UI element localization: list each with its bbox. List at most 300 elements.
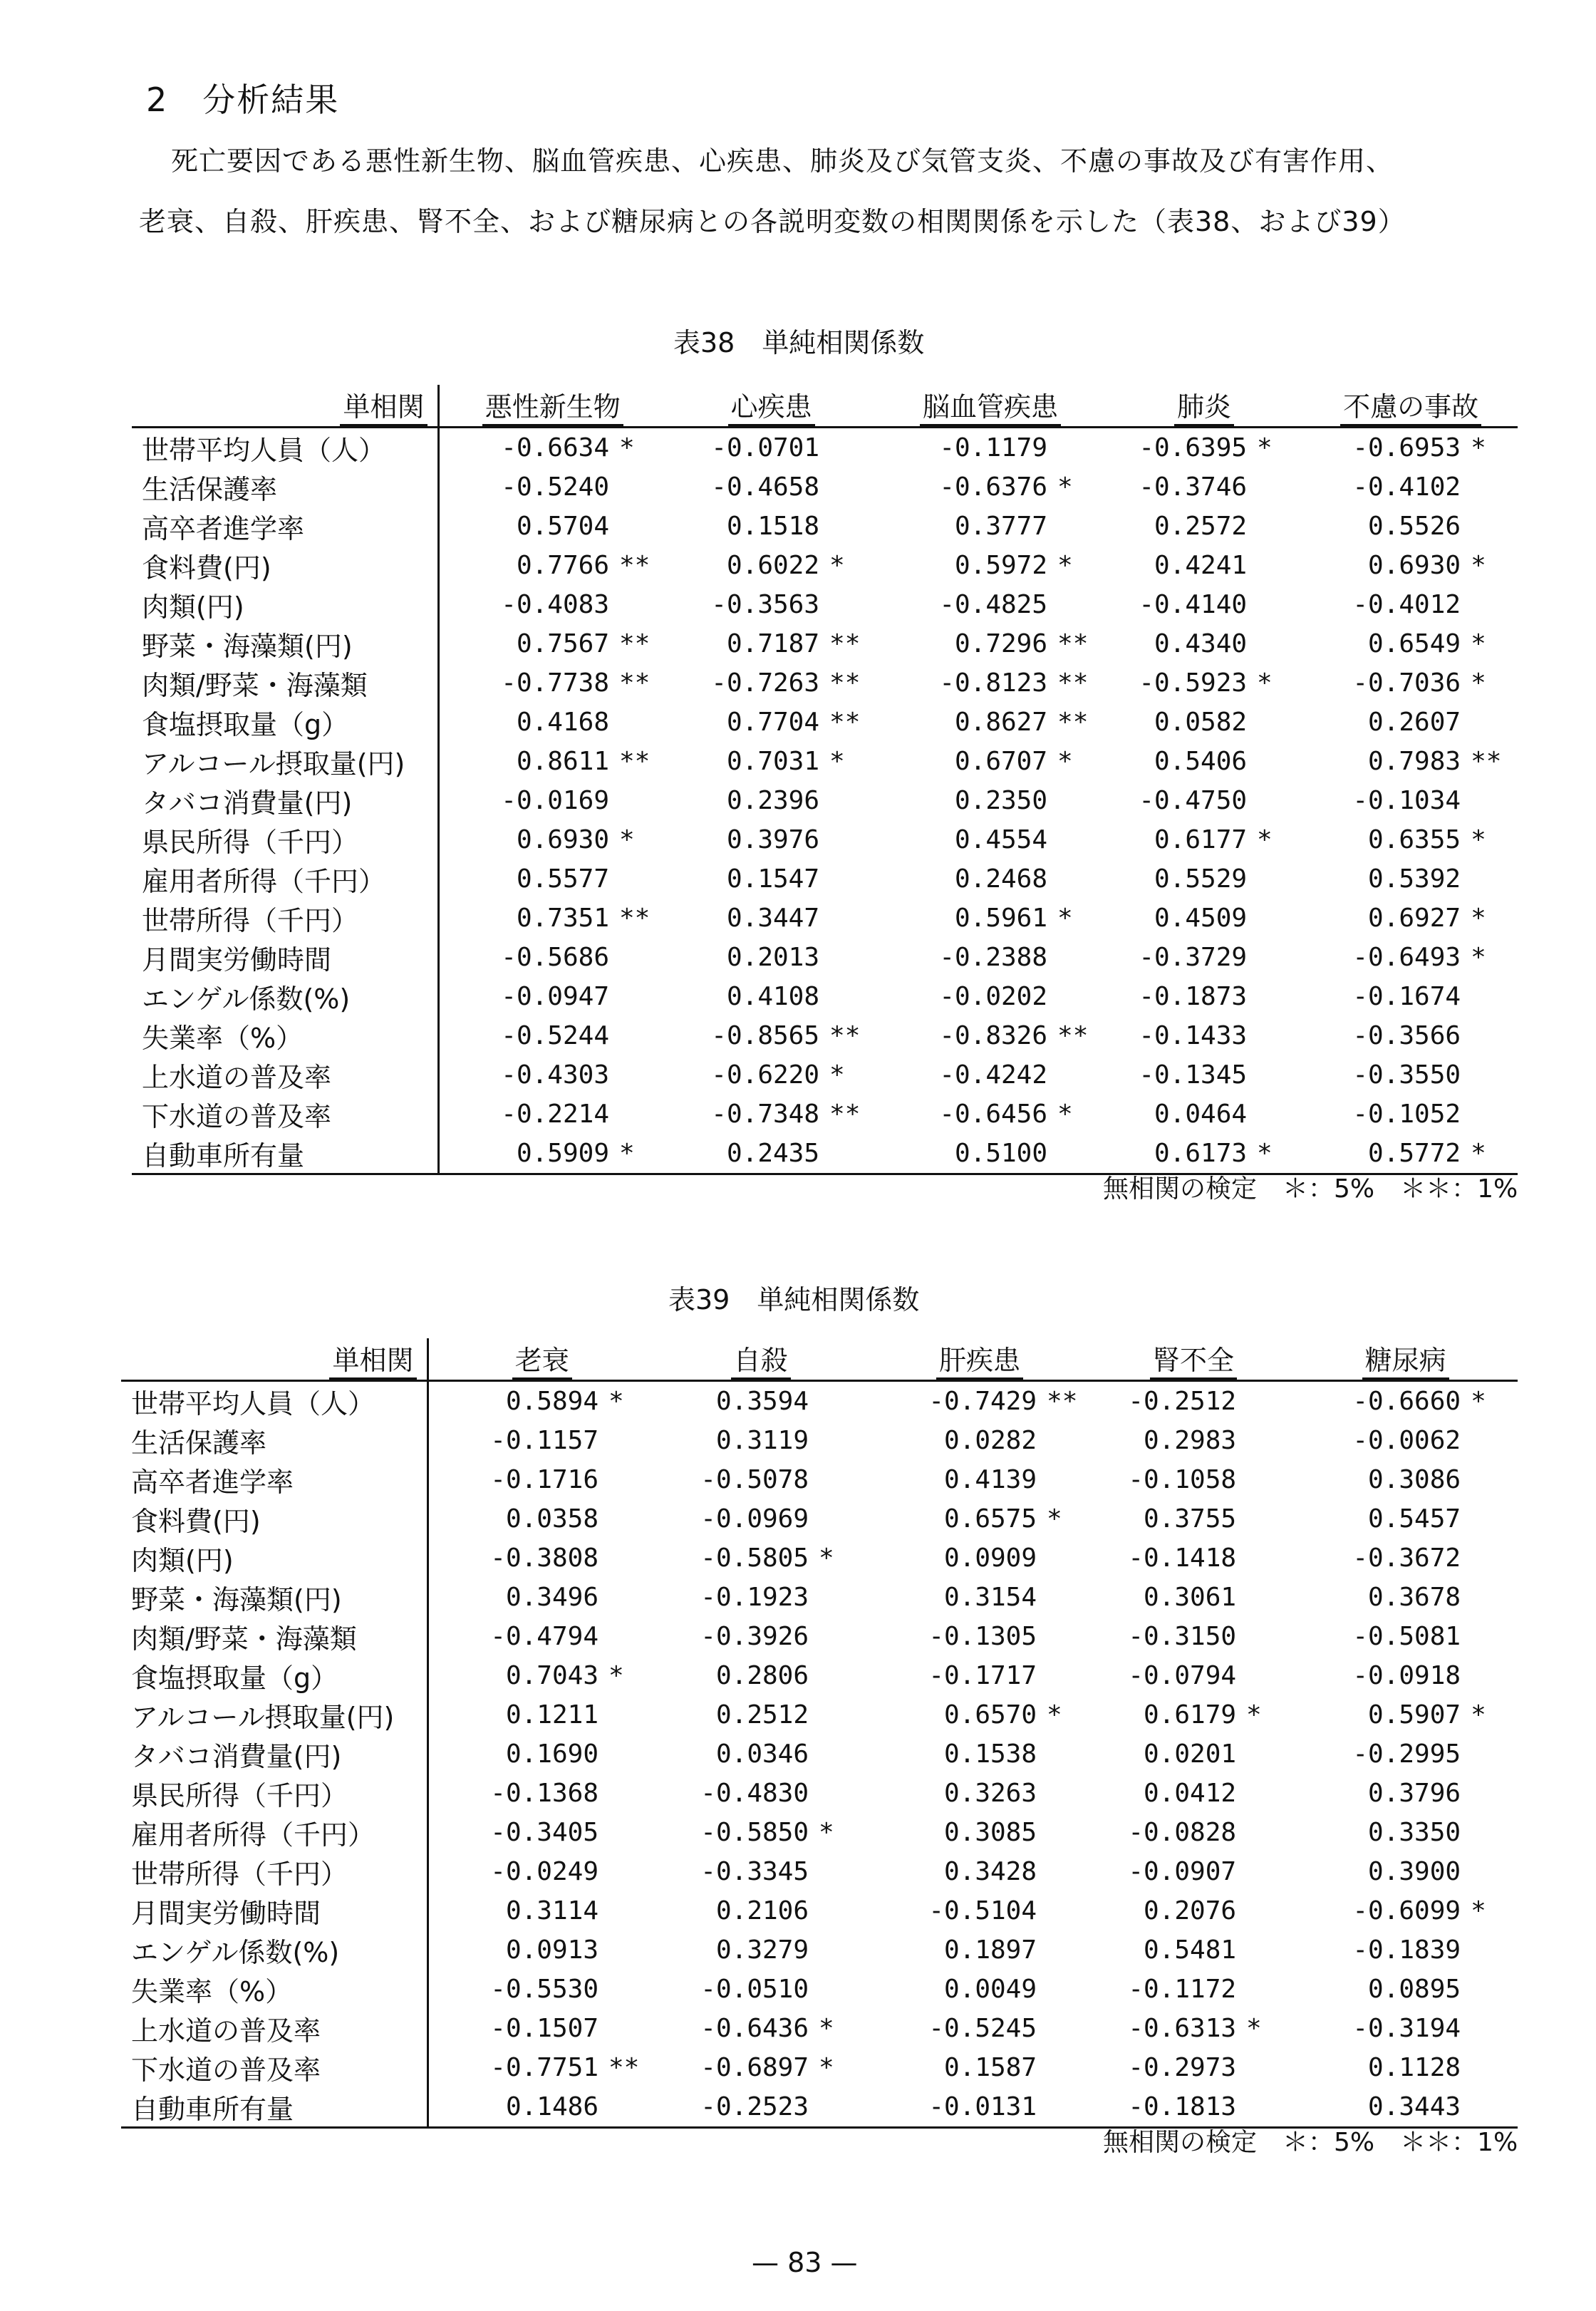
significance-mark: [809, 1930, 866, 1970]
correlation-value: 0.7187: [726, 629, 820, 658]
significance-mark: *: [1057, 904, 1073, 933]
significance-mark: [1461, 859, 1518, 899]
correlation-value: -0.4830: [700, 1779, 809, 1808]
correlation-value: 0.0282: [943, 1426, 1037, 1455]
correlation-value: -0.7263: [711, 668, 820, 698]
significance-mark: **: [1057, 1021, 1089, 1050]
significance-mark: **: [1047, 1387, 1078, 1416]
correlation-value: 0.5907: [1368, 1700, 1461, 1730]
significance-mark: [1247, 977, 1304, 1016]
row-label: 下水道の普及率: [132, 1095, 438, 1134]
correlation-value: 0.4108: [726, 982, 820, 1011]
significance-mark: [1461, 703, 1518, 742]
table-row: [132, 742, 1518, 781]
significance-mark: [1037, 2087, 1094, 2128]
significance-mark: [1236, 1656, 1293, 1695]
significance-mark: *: [1471, 551, 1486, 580]
significance-mark: [819, 507, 876, 546]
row-label: 高卒者進学率: [132, 507, 438, 546]
correlation-value: -0.3746: [1139, 472, 1248, 502]
significance-mark: [1247, 1095, 1304, 1134]
row-label: 生活保護率: [121, 1421, 428, 1460]
significance-mark: [598, 1970, 656, 2009]
correlation-value: 0.5406: [1154, 747, 1248, 776]
significance-mark: *: [819, 1818, 834, 1847]
correlation-value: -0.4825: [939, 590, 1048, 619]
significance-mark: [1037, 1813, 1094, 1852]
significance-mark: [819, 467, 876, 507]
correlation-value: -0.0828: [1128, 1818, 1237, 1847]
correlation-value: 0.1690: [505, 1739, 598, 1769]
significance-mark: *: [1471, 1700, 1486, 1730]
correlation-value: 0.3279: [715, 1935, 809, 1965]
row-label: 県民所得（千円）: [132, 820, 438, 859]
significance-mark: *: [1471, 825, 1486, 854]
significance-mark: [1461, 2009, 1518, 2048]
correlation-value: 0.3114: [505, 1896, 598, 1925]
significance-mark: [1247, 859, 1304, 899]
correlation-value: 0.3263: [943, 1779, 1037, 1808]
significance-mark: [1047, 1055, 1104, 1095]
significance-mark: [809, 1695, 866, 1734]
row-label: 食塩摂取量（g）: [121, 1656, 428, 1695]
row-label: 野菜・海藻類(円): [121, 1578, 428, 1617]
significance-mark: *: [1471, 1387, 1486, 1416]
significance-mark: [1236, 1891, 1293, 1930]
table-row: [132, 820, 1518, 859]
row-label: 月間実労働時間: [132, 938, 438, 977]
significance-mark: [819, 1134, 876, 1174]
significance-mark: **: [829, 708, 861, 737]
significance-mark: [1461, 1578, 1518, 1617]
significance-mark: **: [829, 1100, 861, 1129]
correlation-value: 0.5577: [516, 864, 609, 894]
correlation-value: 0.3154: [943, 1583, 1037, 1612]
row-label: 世帯平均人員（人）: [132, 428, 438, 468]
significance-mark: [609, 585, 666, 624]
significance-mark: *: [1246, 2014, 1262, 2043]
correlation-value: -0.2512: [1128, 1387, 1237, 1416]
table-row: [132, 703, 1518, 742]
significance-mark: [1236, 1930, 1293, 1970]
correlation-value: 0.3755: [1144, 1504, 1237, 1534]
row-label: 世帯平均人員（人）: [121, 1381, 428, 1422]
row-label: 野菜・海藻類(円): [132, 624, 438, 663]
correlation-value: 0.3594: [715, 1387, 809, 1416]
significance-mark: [1037, 1970, 1094, 2009]
table-row: [132, 899, 1518, 938]
correlation-value: 0.6707: [954, 747, 1048, 776]
correlation-value: -0.3405: [490, 1818, 598, 1847]
correlation-value: -0.4242: [939, 1060, 1048, 1090]
table38-header-col-4: 肺炎: [1104, 385, 1304, 428]
significance-mark: [598, 1852, 656, 1891]
significance-mark: [609, 703, 666, 742]
table-row: [132, 428, 1518, 468]
table-row: [121, 1578, 1518, 1617]
significance-mark: [1236, 1774, 1293, 1813]
correlation-value: -0.0918: [1352, 1661, 1461, 1690]
significance-mark: [598, 1421, 656, 1460]
significance-mark: **: [619, 668, 651, 698]
correlation-value: -0.3550: [1352, 1060, 1461, 1090]
table-row: [121, 1852, 1518, 1891]
row-label: 上水道の普及率: [132, 1055, 438, 1095]
significance-mark: [598, 1460, 656, 1499]
significance-mark: *: [1461, 1134, 1518, 1174]
significance-mark: *: [1257, 433, 1273, 462]
significance-mark: *: [1047, 1700, 1062, 1730]
significance-mark: [1247, 467, 1304, 507]
significance-mark: [819, 781, 876, 820]
significance-mark: *: [1471, 433, 1486, 462]
correlation-value: 0.1518: [726, 512, 820, 541]
correlation-table-38: [132, 385, 1518, 1175]
significance-mark: [1461, 1970, 1518, 2009]
significance-mark: [1461, 1016, 1518, 1055]
correlation-value: 0.2607: [1368, 708, 1461, 737]
table38-header-col-1: 悪性新生物: [438, 385, 666, 428]
table39-header-col-2: 自殺: [656, 1338, 866, 1381]
correlation-value: 0.4554: [954, 825, 1048, 854]
correlation-value: -0.7348: [711, 1100, 820, 1129]
correlation-value: 0.7351: [516, 904, 609, 933]
table-row: [132, 663, 1518, 703]
row-label: 雇用者所得（千円）: [121, 1813, 428, 1852]
significance-mark: [1461, 467, 1518, 507]
significance-mark: [1037, 1421, 1094, 1460]
correlation-value: -0.1923: [700, 1583, 809, 1612]
significance-mark: *: [609, 1134, 666, 1174]
significance-mark: [1247, 585, 1304, 624]
row-label: 食料費(円): [121, 1499, 428, 1539]
table-row: [132, 624, 1518, 663]
correlation-value: -0.6953: [1352, 433, 1461, 462]
significance-mark: [1461, 1499, 1518, 1539]
correlation-value: -0.3563: [711, 590, 820, 619]
correlation-value: 0.3350: [1368, 1818, 1461, 1847]
table-row: [132, 938, 1518, 977]
significance-mark: **: [1057, 708, 1089, 737]
correlation-value: -0.6660: [1352, 1387, 1461, 1416]
significance-mark: [609, 977, 666, 1016]
correlation-value: -0.5245: [928, 2014, 1037, 2043]
significance-mark: [609, 467, 666, 507]
correlation-value: 0.6177: [1154, 825, 1248, 854]
correlation-value: 0.0412: [1144, 1779, 1237, 1808]
row-label: アルコール摂取量(円): [132, 742, 438, 781]
correlation-value: 0.7567: [516, 629, 609, 658]
correlation-value: 0.0913: [505, 1935, 598, 1965]
table-row: [132, 977, 1518, 1016]
significance-mark: *: [1471, 943, 1486, 972]
correlation-value: 0.5481: [1144, 1935, 1237, 1965]
correlation-value: -0.1305: [928, 1622, 1037, 1651]
correlation-value: -0.5850: [700, 1818, 809, 1847]
significance-mark: *: [829, 1060, 845, 1090]
correlation-value: 0.1211: [505, 1700, 598, 1730]
correlation-value: 0.6930: [1368, 551, 1461, 580]
significance-mark: [809, 1734, 866, 1774]
significance-mark: [598, 1930, 656, 1970]
significance-mark: [1461, 1774, 1518, 1813]
significance-mark: **: [619, 551, 651, 580]
correlation-value: 0.5526: [1368, 512, 1461, 541]
correlation-value: 0.2350: [954, 786, 1048, 815]
correlation-value: 0.1538: [943, 1739, 1037, 1769]
significance-mark: [809, 2087, 866, 2128]
significance-mark: [1247, 624, 1304, 663]
row-label: 県民所得（千円）: [121, 1774, 428, 1813]
correlation-value: 0.2013: [726, 943, 820, 972]
significance-mark: [1037, 1774, 1094, 1813]
correlation-value: -0.1345: [1139, 1060, 1248, 1090]
table-row: [121, 1421, 1518, 1460]
correlation-value: -0.3345: [700, 1857, 809, 1886]
significance-mark: **: [829, 668, 861, 698]
significance-mark: [1236, 1381, 1293, 1422]
correlation-value: -0.3150: [1128, 1622, 1237, 1651]
correlation-value: -0.4083: [501, 590, 609, 619]
table38-header-var: 単相関: [132, 385, 438, 428]
correlation-value: -0.1052: [1352, 1100, 1461, 1129]
row-label: 世帯所得（千円）: [121, 1852, 428, 1891]
correlation-value: 0.7704: [726, 708, 820, 737]
correlation-value: -0.1813: [1094, 2087, 1236, 2128]
significance-mark: *: [1257, 825, 1273, 854]
significance-mark: [609, 938, 666, 977]
significance-mark: *: [1471, 629, 1486, 658]
correlation-value: 0.7983: [1368, 747, 1461, 776]
correlation-value: 0.3496: [505, 1583, 598, 1612]
correlation-value: 0.5704: [516, 512, 609, 541]
table38-header-col-3: 脳血管疾患: [876, 385, 1104, 428]
table-row: [121, 1617, 1518, 1656]
correlation-value: 0.5909: [438, 1134, 609, 1174]
row-label: タバコ消費量(円): [121, 1734, 428, 1774]
table-row: [121, 1970, 1518, 2009]
table-row: [121, 1813, 1518, 1852]
row-label: 上水道の普及率: [121, 2009, 428, 2048]
significance-mark: [1037, 2009, 1094, 2048]
significance-mark: [609, 1095, 666, 1134]
correlation-value: -0.0249: [490, 1857, 598, 1886]
significance-mark: [809, 1421, 866, 1460]
table39-caption: 表39 単純相関係数: [668, 1284, 920, 1315]
significance-mark: [609, 1016, 666, 1055]
significance-mark: [1037, 1578, 1094, 1617]
correlation-value: -0.3729: [1139, 943, 1248, 972]
significance-mark: [598, 1617, 656, 1656]
significance-mark: [598, 1734, 656, 1774]
significance-mark: *: [608, 1387, 624, 1416]
significance-mark: [598, 1578, 656, 1617]
table-row: [132, 859, 1518, 899]
correlation-value: 0.0346: [715, 1739, 809, 1769]
correlation-value: -0.1716: [490, 1465, 598, 1494]
correlation-value: 0.3976: [726, 825, 820, 854]
correlation-value: -0.1418: [1128, 1544, 1237, 1573]
correlation-value: 0.2806: [715, 1661, 809, 1690]
significance-mark: [1047, 820, 1104, 859]
correlation-value: -0.3926: [700, 1622, 809, 1651]
significance-mark: [1461, 1095, 1518, 1134]
significance-mark: [1461, 1813, 1518, 1852]
significance-mark: [609, 781, 666, 820]
correlation-value: -0.2523: [656, 2087, 809, 2128]
correlation-value: 0.0464: [1154, 1100, 1248, 1129]
row-label: エンゲル係数(%): [121, 1930, 428, 1970]
correlation-value: -0.0510: [700, 1975, 809, 2004]
correlation-value: -0.6099: [1352, 1896, 1461, 1925]
table39-header-col-4: 腎不全: [1094, 1338, 1293, 1381]
significance-mark: [1236, 1539, 1293, 1578]
significance-mark: *: [1471, 1896, 1486, 1925]
correlation-value: 0.6570: [943, 1700, 1037, 1730]
table38-header-col-5: 不慮の事故: [1304, 385, 1518, 428]
correlation-value: -0.5805: [700, 1544, 809, 1573]
correlation-value: -0.5530: [490, 1975, 598, 2004]
significance-mark: *: [1247, 1134, 1304, 1174]
significance-mark: [1461, 585, 1518, 624]
correlation-value: 0.2076: [1144, 1896, 1237, 1925]
significance-mark: [809, 1970, 866, 2009]
significance-mark: [1247, 546, 1304, 585]
correlation-value: -0.7036: [1352, 668, 1461, 698]
correlation-value: -0.1157: [490, 1426, 598, 1455]
correlation-value: -0.0947: [501, 982, 609, 1011]
significance-mark: [809, 1617, 866, 1656]
correlation-value: -0.5244: [501, 1021, 609, 1050]
significance-mark: [1037, 1930, 1094, 1970]
significance-mark: [1236, 1734, 1293, 1774]
significance-mark: [1461, 977, 1518, 1016]
significance-mark: [1461, 1734, 1518, 1774]
correlation-value: 0.7031: [726, 747, 820, 776]
row-label: 月間実労働時間: [121, 1891, 428, 1930]
correlation-value: 0.6022: [726, 551, 820, 580]
significance-mark: [1236, 1460, 1293, 1499]
correlation-value: -0.5923: [1139, 668, 1248, 698]
row-label: 肉類/野菜・海藻類: [121, 1617, 428, 1656]
significance-mark: [1037, 1656, 1094, 1695]
significance-mark: [1047, 938, 1104, 977]
correlation-value: 0.5392: [1368, 864, 1461, 894]
correlation-value: -0.5240: [501, 472, 609, 502]
correlation-value: 0.5894: [505, 1387, 598, 1416]
correlation-value: 0.1897: [943, 1935, 1037, 1965]
significance-mark: *: [1057, 1100, 1073, 1129]
table39-header-col-5: 糖尿病: [1293, 1338, 1518, 1381]
significance-mark: [1037, 1617, 1094, 1656]
correlation-value: 0.3678: [1368, 1583, 1461, 1612]
correlation-value: -0.1873: [1139, 982, 1248, 1011]
table-row: [121, 1656, 1518, 1695]
correlation-value: -0.0794: [1128, 1661, 1237, 1690]
row-label: 失業率（%）: [132, 1016, 438, 1055]
table-row: [132, 585, 1518, 624]
correlation-value: -0.4012: [1352, 590, 1461, 619]
table38-header-row: [132, 385, 1518, 428]
significance-mark: [1236, 1421, 1293, 1460]
correlation-value: -0.1507: [490, 2014, 598, 2043]
table-row: [121, 1381, 1518, 1422]
correlation-value: -0.6436: [700, 2014, 809, 2043]
intro-line-2: 老衰、自殺、肝疾患、腎不全、および糖尿病との各説明変数の相関関係を示した（表38、および39）: [139, 206, 1406, 237]
correlation-value: 0.3061: [1144, 1583, 1237, 1612]
correlation-value: -0.6220: [711, 1060, 820, 1090]
correlation-value: 0.8627: [954, 708, 1048, 737]
significance-mark: [1461, 1852, 1518, 1891]
correlation-value: 0.0201: [1144, 1739, 1237, 1769]
correlation-value: 0.3085: [943, 1818, 1037, 1847]
significance-mark: [809, 1460, 866, 1499]
significance-mark: **: [608, 2053, 640, 2082]
correlation-value: -0.6493: [1352, 943, 1461, 972]
significance-mark: [1037, 1539, 1094, 1578]
correlation-value: -0.1368: [490, 1779, 598, 1808]
correlation-value: 0.1547: [726, 864, 820, 894]
significance-mark: [1047, 781, 1104, 820]
table-row: [121, 1460, 1518, 1499]
correlation-value: 0.2983: [1144, 1426, 1237, 1455]
correlation-value: 0.8611: [516, 747, 609, 776]
correlation-value: -0.0701: [711, 433, 820, 462]
significance-mark: [598, 1499, 656, 1539]
significance-mark: [598, 2009, 656, 2048]
table39-header-col-3: 肝疾患: [866, 1338, 1094, 1381]
correlation-value: 0.6930: [516, 825, 609, 854]
correlation-value: -0.1034: [1352, 786, 1461, 815]
correlation-value: -0.1179: [939, 433, 1048, 462]
correlation-value: 0.3447: [726, 904, 820, 933]
correlation-value: 0.5772: [1304, 1134, 1461, 1174]
row-label: 肉類(円): [121, 1539, 428, 1578]
correlation-value: -0.5081: [1352, 1622, 1461, 1651]
significance-mark: [1037, 1460, 1094, 1499]
table-row: [132, 467, 1518, 507]
correlation-value: 0.4509: [1154, 904, 1248, 933]
significance-mark: [598, 1813, 656, 1852]
significance-mark: [1247, 507, 1304, 546]
significance-mark: **: [1057, 668, 1089, 698]
row-label: アルコール摂取量(円): [121, 1695, 428, 1734]
significance-mark: [819, 977, 876, 1016]
correlation-value: -0.4750: [1139, 786, 1248, 815]
table-row: [132, 1055, 1518, 1095]
significance-mark: [1037, 2048, 1094, 2087]
significance-mark: [819, 859, 876, 899]
significance-mark: [1461, 2048, 1518, 2087]
significance-mark: **: [619, 747, 651, 776]
table38-caption: 表38 単純相関係数: [673, 327, 925, 358]
significance-mark: *: [1057, 551, 1073, 580]
correlation-value: -0.2388: [939, 943, 1048, 972]
significance-mark: *: [1057, 747, 1073, 776]
correlation-value: -0.1717: [928, 1661, 1037, 1690]
significance-mark: [598, 1539, 656, 1578]
significance-mark: *: [819, 2053, 834, 2082]
correlation-value: 0.4241: [1154, 551, 1248, 580]
significance-mark: [1236, 1813, 1293, 1852]
significance-mark: *: [819, 1544, 834, 1573]
significance-mark: [1236, 1617, 1293, 1656]
significance-mark: *: [1471, 668, 1486, 698]
correlation-value: 0.5100: [876, 1134, 1047, 1174]
row-label: 雇用者所得（千円）: [132, 859, 438, 899]
correlation-value: 0.7766: [516, 551, 609, 580]
correlation-value: -0.7429: [928, 1387, 1037, 1416]
